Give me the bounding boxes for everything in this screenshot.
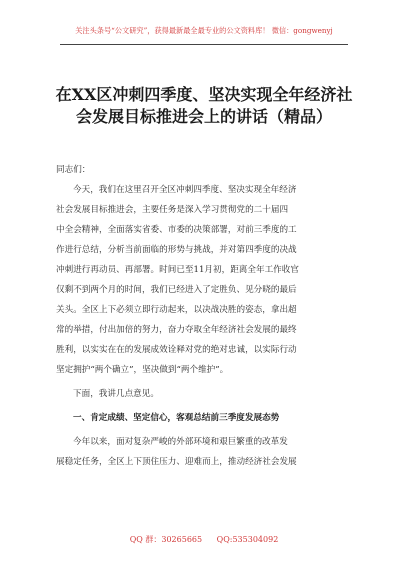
paragraph-line: 展稳定任务，全区上下顶住压力、迎难而上，推动经济社会发展 [56, 457, 297, 467]
footer-qq-group: QQ 群：30265665 [129, 535, 203, 544]
paragraph-line: 关头。全区上下必须立即行动起来，以决战决胜的姿态，拿出超 [56, 305, 297, 315]
paragraph-line: 冲刺进行再动员、再部署。时间已至11月初，距离全年工作收官 [56, 265, 299, 275]
paragraph-line: 胜利，以实实在在的发展成效诠释对党的绝对忠诚，以实际行动 [56, 345, 297, 355]
paragraph-line: 今年以来，面对复杂严峻的外部环境和艰巨繁重的改革发 [73, 437, 288, 447]
title-line-1: 在XX区冲刺四季度、坚决实现全年经济社 [55, 85, 353, 104]
paragraph-2: 下面，我讲几点意见。 [73, 389, 159, 399]
paragraph-line: 仅剩不到两个月的时间，我们已经进入了定胜负、见分晓的最后 [56, 285, 297, 295]
footer-qq-number: QQ:535304092 [216, 535, 279, 544]
paragraph-line: 社会发展目标推进会，主要任务是深入学习贯彻党的二十届四 [56, 205, 289, 215]
paragraph-line: 坚定拥护“两个确立”，坚决做到“两个维护”。 [56, 365, 229, 375]
paragraph-1 [56, 180, 352, 380]
salutation: 同志们： [56, 165, 91, 175]
paragraph-line: 今天，我们在这里召开全区冲刺四季度、坚决实现全年经济 [73, 185, 297, 195]
document-body [56, 160, 352, 472]
header-divider [60, 44, 348, 45]
paragraph-line: 常的举措，付出加倍的努力，奋力夺取全年经济社会发展的最终 [56, 325, 297, 335]
title-line-2: 会发展目标推进会上的讲话（精品） [75, 107, 332, 126]
document-title [40, 84, 368, 128]
header-banner: 关注头条号“公文研究”，获得最新最全最专业的公文资料库！ 微信：gongwenyj [75, 26, 333, 35]
paragraph-line: 作进行总结，分析当前面临的形势与挑战，并对第四季度的决战 [56, 245, 297, 255]
footer-contact [60, 534, 348, 546]
section-heading-1: 一、肯定成绩、坚定信心，客观总结前三季度发展态势 [73, 413, 280, 423]
paragraph-3 [56, 432, 352, 472]
paragraph-line: 中全会精神，全面落实省委、市委的决策部署，对前三季度的工 [56, 225, 297, 235]
